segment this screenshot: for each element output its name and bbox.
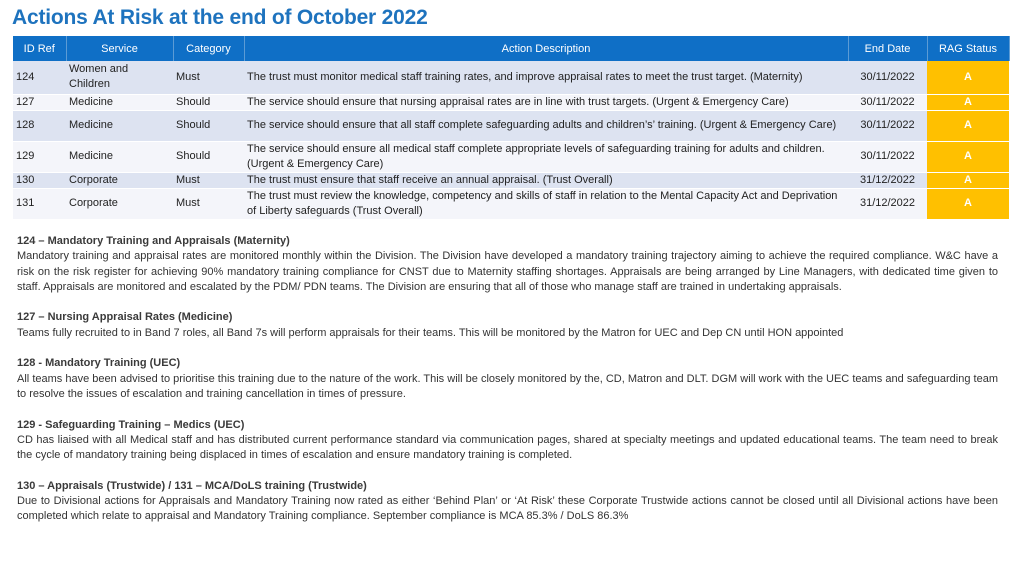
actions-table [13, 36, 1010, 220]
cell-id-ref: 127 [13, 94, 66, 110]
table-row[interactable] [13, 61, 1009, 94]
note-title: 124 – Mandatory Training and Appraisals (Maternity) [17, 235, 290, 247]
cell-service: Medicine [66, 94, 173, 110]
table-row[interactable] [13, 172, 1009, 188]
table-row[interactable] [13, 188, 1009, 219]
rag-status-badge: A [927, 141, 1009, 172]
cell-action-description: The trust must ensure that staff receive an annual appraisal. (Trust Overall) [244, 172, 848, 188]
column-header-category[interactable]: Category [173, 36, 244, 61]
cell-action-description: The trust must review the knowledge, competency and skills of staff in relation to the Mental Capacity Act and Deprivation of Liberty safeguards (Trust Overall) [244, 188, 848, 219]
cell-service: Medicine [66, 141, 173, 172]
cell-end-date: 30/11/2022 [848, 110, 927, 141]
note-title: 130 – Appraisals (Trustwide) / 131 – MCA/DoLS training (Trustwide) [17, 479, 367, 492]
column-header-id-ref[interactable]: ID Ref [13, 36, 66, 61]
note-129 [17, 418, 998, 464]
table-row[interactable] [13, 110, 1009, 141]
note-128 [17, 356, 998, 402]
rag-status-badge: A [927, 188, 1009, 219]
cell-action-description: The trust must monitor medical staff training rates, and improve appraisal rates to meet the trust target. (Maternity) [244, 61, 848, 94]
cell-category: Must [173, 61, 244, 94]
note-124 [17, 234, 998, 295]
cell-service: Corporate [66, 172, 173, 188]
note-title: 127 – Nursing Appraisal Rates (Medicine) [17, 311, 233, 324]
note-title: 129 - Safeguarding Training – Medics (UEC) [17, 418, 245, 431]
action-notes [17, 234, 998, 540]
cell-end-date: 30/11/2022 [848, 141, 927, 172]
table-row[interactable] [13, 94, 1009, 110]
rag-status-badge: A [927, 94, 1009, 110]
page-title: Actions At Risk at the end of October 2022 [12, 6, 428, 29]
cell-end-date: 31/12/2022 [848, 188, 927, 219]
note-body: Due to Divisional actions for Appraisals and Mandatory Training now rated as either ‘Behind Plan’ or ‘At Risk’ these Corporate Trustwide actions cannot be closed until all Divisional actions have been completed which relate to appraisal and Mandatory Training compliance. September compliance is MCA 85.3% / DoLS 86.3% [17, 495, 998, 523]
column-header-service[interactable]: Service [66, 36, 173, 61]
cell-service: Women and Children [66, 61, 173, 94]
column-header-action-description[interactable]: Action Description [244, 36, 848, 61]
note-title: 128 - Mandatory Training (UEC) [17, 357, 181, 370]
cell-id-ref: 129 [13, 141, 66, 172]
cell-id-ref: 128 [13, 110, 66, 141]
cell-category: Should [173, 141, 244, 172]
table-header-row [13, 36, 1009, 61]
note-130-131 [17, 479, 998, 525]
cell-id-ref: 131 [13, 188, 66, 219]
cell-id-ref: 130 [13, 172, 66, 188]
cell-end-date: 31/12/2022 [848, 172, 927, 188]
cell-action-description: The service should ensure all medical staff complete appropriate levels of safeguarding training for adults and children. (Urgent & Emergency Care) [244, 141, 848, 172]
cell-end-date: 30/11/2022 [848, 94, 927, 110]
cell-category: Should [173, 94, 244, 110]
note-body: Teams fully recruited to in Band 7 roles, all Band 7s will perform appraisals for their teams. This will be monitored by the Matron for UEC and Dep CN until HON appointed [17, 326, 844, 339]
note-127 [17, 310, 998, 341]
note-body: Mandatory training and appraisal rates are monitored monthly within the Division. The Division have developed a mandatory training trajectory aiming to achieve the required compliance. W&C have a risk on the risk register for achieving 90% mandatory training compliance for CNST due to Maternity staffing shortages. Appraisals are being arranged by Line Managers, with dedicated time given to staff. Appraisals are monitored and escalated by the PDM/ PDN teams. The Division are ensuring that all of those who manage staff are trained in undertaking appraisals. [17, 250, 998, 293]
cell-action-description: The service should ensure that all staff complete safeguarding adults and children’s’ training. (Urgent & Emergency Care) [244, 110, 848, 141]
rag-status-badge: A [927, 110, 1009, 141]
cell-service: Medicine [66, 110, 173, 141]
table-row[interactable] [13, 141, 1009, 172]
cell-action-description: The service should ensure that nursing appraisal rates are in line with trust targets. (Urgent & Emergency Care) [244, 94, 848, 110]
cell-category: Must [173, 172, 244, 188]
note-body: All teams have been advised to prioritise this training due to the nature of the work. This will be closely monitored by the, CD, Matron and DLT. DGM will work with the UEC teams and safeguarding team to resolve the issues of escalation and training cancellation in times of pressure. [17, 372, 998, 400]
column-header-end-date[interactable]: End Date [848, 36, 927, 61]
cell-category: Must [173, 188, 244, 219]
column-header-rag-status[interactable]: RAG Status [927, 36, 1009, 61]
cell-service: Corporate [66, 188, 173, 219]
cell-id-ref: 124 [13, 61, 66, 94]
cell-end-date: 30/11/2022 [848, 61, 927, 94]
rag-status-badge: A [927, 61, 1009, 94]
rag-status-badge: A [927, 172, 1009, 188]
note-body: CD has liaised with all Medical staff and has distributed current performance standard via communication pages, shared at specialty meetings and updated educational teams. The team need to break the cycle of mandatory training being displaced in times of escalation and ensure mandatory training is completed. [17, 433, 998, 462]
cell-category: Should [173, 110, 244, 141]
